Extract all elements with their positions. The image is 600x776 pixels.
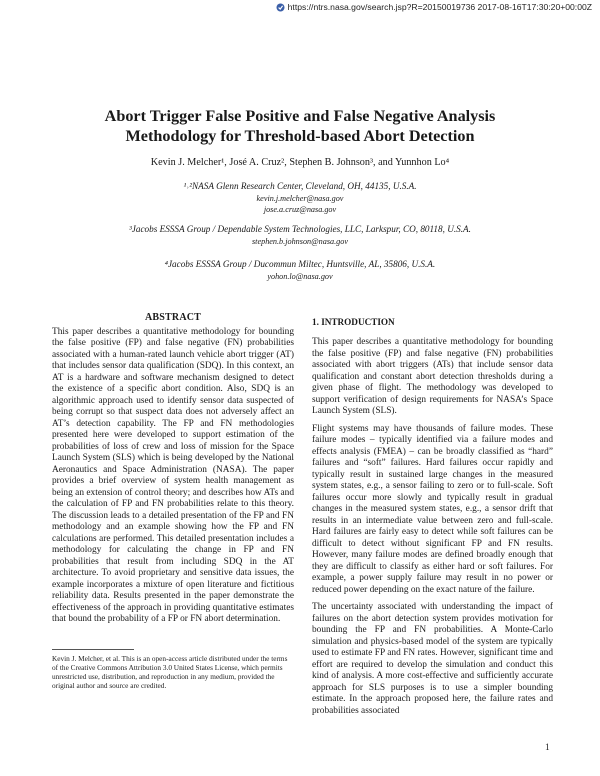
license-footnote: Kevin J. Melcher, et al. This is an open-access article distributed under the terms of the Creative Commons Attribution 3.0 United States License, which permits unrestricted use, distribution, and reproduction in any medium, provided the original author and source are credited. [52,654,288,690]
title-line-1: Abort Trigger False Positive and False Negative Analysis [104,107,496,125]
title-line-2: Methodology for Threshold-based Abort Detection [125,127,475,145]
affiliation-line: ⁴Jacobs ESSSA Group / Ducommun Miltec, Huntsville, AL, 35806, U.S.A. [164,259,436,269]
affiliation-line: ³Jacobs ESSSA Group / Dependable System Technologies, LLC, Larkspur, CO, 80118, U.S.A. [129,224,471,234]
intro-paragraph: Flight systems may have thousands of failure modes. These failure modes – typically identified via a failure modes and effects analysis (FMEA) – can be broadly classified as “hard” failures and “soft” failures. Hard failures occur rapidly and typically result in sustained large changes in the measured system states, e.g., a sensor failing to zero or to full-scale. Soft failures occur more slowly and typically result in gradual changes in the measured system states, e.g., a sensor drift that results in an intermediate value between zero and full-scale. Hard failures are fairly easy to detect while soft failures can be difficult to detect without significant FP and FN results. However, many failure modes are defined broadly enough that they are difficult to classify as either hard or soft failures. For example, a power supply failure may result in no power or reduced power depending on the exact nature of the failure. [312,423,553,595]
abstract-column [52,327,294,632]
author-email: kevin.j.melcher@nasa.gov [256,193,344,203]
paper-title [60,106,540,146]
author-list: Kevin J. Melcher¹, José A. Cruz², Stephen B. Johnson³, and Yunnhon Lo⁴ [150,157,450,168]
intro-paragraph: The uncertainty associated with understanding the impact of failures on the abort detection system provides motivation for bounding the FP and FN probabilities. A Monte-Carlo simulation and physics-based model of the system are typically used to estimate FP and FN rates. However, significant time and effort are required to develop the simulation and conduct this kind of analysis. A more cost-effective and sufficiently accurate approach for SLS purposes is to use a simpler bounding estimate. In the approach proposed here, the failure rates and probabilities associated [312,602,553,716]
source-url-text[interactable]: https://ntrs.nasa.gov/search.jsp?R=20150019736 2017-08-16T17:30:20+00:00Z [287,2,592,12]
footnote-divider [52,649,134,650]
abstract-text: This paper describes a quantitative methodology for bounding the false positive (FP) and false negative (FN) probabilities associated with a human-rated launch vehicle abort trigger (AT) that includes sensor data qualification (SDQ). In this context, an AT is a hardware and software mechanism designed to detect the existence of a specific abort condition. Also, SDQ is an algorithmic approach used to identify sensor data suspected of being corrupt so that suspect data does not adversely affect an AT’s detection capability. The FP and FN methodologies presented here were developed to support estimation of the probabilities of loss of crew and loss of mission for the Space Launch System (SLS) which is being developed by the National Aeronautics and Space Administration (NASA). The paper provides a brief overview of system health management as being an extension of control theory; and describes how ATs and the calculation of FP and FN probabilities relate to this theory. The discussion leads to a detailed presentation of the FP and FN methodology and an example showing how the FP and FN calculations are performed. This detailed presentation includes a methodology for calculating the change in FP and FN probabilities that result from including SDQ in the AT architecture. To avoid proprietary and sensitive data issues, the example incorporates a mixture of open literature and fictitious reliability data. Results presented in the paper demonstrate the effectiveness of the approach in providing quantitative estimates that bound the probability of a FP or FN abort determination. [52,327,294,625]
affiliation-1 [60,181,540,216]
document-link-icon [276,3,285,12]
page-number: 1 [545,743,550,753]
source-url-bar [276,2,592,12]
intro-paragraph: This paper describes a quantitative methodology for bounding the false positive (FP) and false negative (FN) probabilities associated with abort triggers (ATs) that include sensor data qualification and constant abort detection thresholds during a given phase of flight. The methodology was developed to support verification of design requirements for NASA’s Space Launch System (SLS). [312,337,553,417]
introduction-column [312,317,553,723]
affiliation-3 [60,259,540,282]
author-email: yohon.lo@nasa.gov [267,271,333,281]
author-email: stephen.b.johnson@nasa.gov [252,236,348,246]
abstract-heading: ABSTRACT [144,312,202,323]
author-email: jose.a.cruz@nasa.gov [263,205,337,214]
affiliation-line: ¹˒²NASA Glenn Research Center, Cleveland, OH, 44135, U.S.A. [183,181,417,191]
introduction-heading: 1. INTRODUCTION [312,317,395,327]
affiliation-2 [60,224,540,247]
